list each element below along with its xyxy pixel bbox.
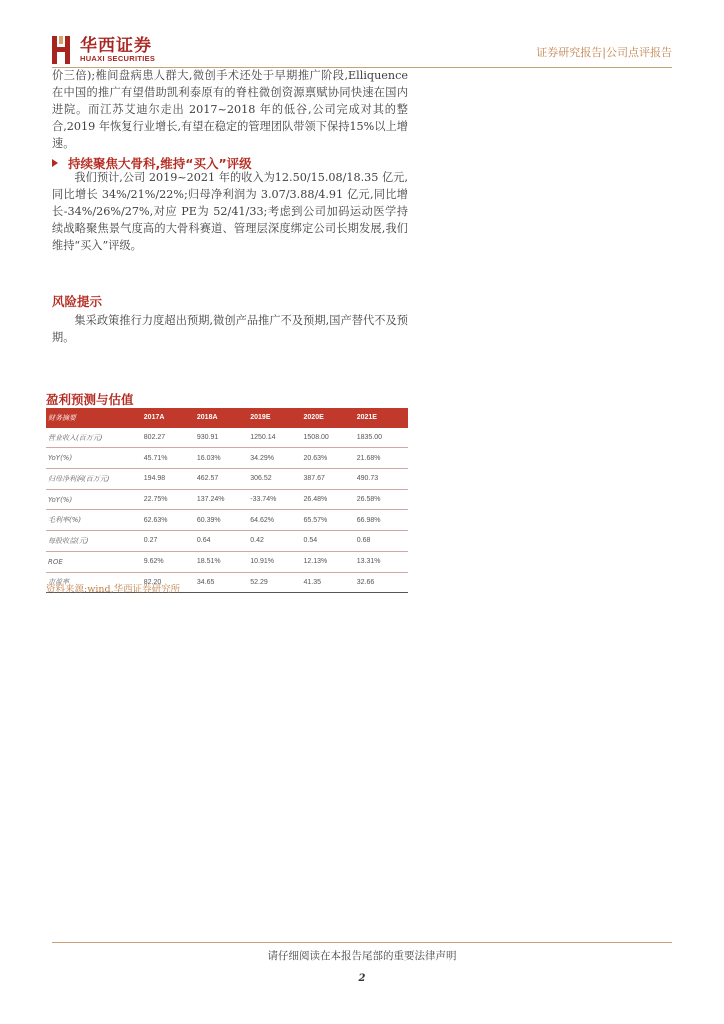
table-cell: 0.68: [356, 537, 371, 545]
table-row: [46, 469, 408, 490]
table-cell: 387.67: [303, 475, 325, 483]
table-cell: 65.57%: [303, 516, 328, 524]
table-cell: 930.91: [196, 434, 219, 442]
table-cell: 41.35: [303, 578, 322, 586]
table-cell: 13.31%: [356, 558, 381, 566]
table-row: [46, 428, 408, 448]
table-source-note: 资料来源:wind,华西证券研究所: [46, 584, 181, 595]
table-cell: 462.57: [196, 475, 219, 483]
table-cell: 802.27: [143, 434, 166, 442]
risk-paragraph: [52, 312, 408, 346]
table-cell: 64.62%: [250, 516, 274, 524]
table-row: [46, 448, 408, 469]
table-cell: 0.27: [143, 537, 158, 545]
table-cell: 20.63%: [303, 454, 328, 462]
column-header: 2017A: [143, 414, 165, 422]
column-header: 2021E: [356, 414, 377, 422]
bullet-heading-text: 持续聚焦大骨科,维持“买入”评级: [68, 156, 252, 171]
row-label: 归母净利润(百万元): [48, 474, 110, 483]
table-cell: 1508.00: [303, 434, 329, 442]
table-cell: 137.24%: [196, 496, 225, 504]
table-row: [46, 510, 408, 531]
table-cell: 0.54: [303, 537, 318, 545]
company-logo-text: 华西证券: [80, 36, 152, 56]
table-cell: 66.98%: [356, 516, 381, 524]
column-header: 2018A: [196, 414, 218, 422]
column-header: 财务摘要: [48, 413, 76, 422]
row-label: 市盈率: [48, 578, 69, 587]
table-cell: 21.68%: [356, 454, 381, 462]
table-row: [46, 551, 408, 572]
paragraph-text: 集采政策推行力度超出预期,微创产品推广不及预期,国产替代不及预期。: [52, 314, 408, 344]
table-cell: 12.13%: [303, 558, 328, 566]
table-cell: 0.64: [196, 537, 211, 545]
table-cell: 10.91%: [250, 558, 274, 566]
body-paragraph-2: [52, 169, 408, 254]
legal-disclaimer: 请仔细阅读在本报告尾部的重要法律声明: [267, 950, 457, 962]
table-cell: 82.20: [143, 578, 162, 586]
table-cell: 306.52: [250, 475, 272, 483]
table-cell: 1835.00: [356, 434, 383, 442]
table-cell: 16.03%: [196, 454, 221, 462]
table-cell: 9.62%: [143, 558, 164, 566]
table-cell: 45.71%: [143, 454, 168, 462]
forecast-table-title: 盈利预测与估值: [46, 392, 134, 407]
row-label: 营业收入(百万元): [48, 433, 103, 442]
table-cell: 52.29: [250, 578, 268, 586]
paragraph-text: 我们预计,公司 2019~2021 年的收入为12.50/15.08/18.35 亿元,同比增长 34%/21%/22%;归母净利润为 3.07/3.88/4.91 亿元,同比增长-34%/26%/27%,对应 PE为 52/41/33;考虑到公司加码运动医学持续战略聚焦景气度高的大骨科赛道、管理层深度绑定公司长期发展,我们维持“买入”评级。: [52, 171, 408, 252]
table-cell: 1250.14: [250, 434, 276, 442]
table-cell: 62.63%: [143, 516, 168, 524]
table-cell: 18.51%: [196, 558, 221, 566]
table-cell: -33.74%: [250, 496, 277, 504]
paragraph-text: 价三倍);椎间盘病患人群大,微创手术还处于早期推广阶段,Elliquence 在中国的推广有望借助凯利泰原有的脊柱微创资源禀赋协同快速在国内进院。而江苏艾迪尔走出 2017~2018 年的低谷,公司完成对其的整合,2019 年恢复行业增长,有望在稳定的管理团队带领下保持15%以上增速。: [52, 69, 408, 150]
row-label: ROE: [48, 557, 63, 566]
row-label: YoY(%): [48, 454, 73, 463]
huaxi-logo-icon: [52, 36, 70, 64]
table-header-row: [46, 408, 408, 428]
table-cell: 26.48%: [303, 496, 328, 504]
row-label: YoY(%): [48, 495, 73, 504]
table-row: [46, 531, 408, 552]
table-cell: 0.42: [250, 537, 264, 545]
row-label: 每股收益(元): [48, 536, 89, 545]
table-cell: 34.65: [196, 578, 215, 586]
column-header: 2020E: [303, 414, 324, 422]
table-cell: 34.29%: [250, 454, 274, 462]
table-cell: 60.39%: [196, 516, 221, 524]
report-type-label: 证券研究报告|公司点评报告: [536, 46, 672, 59]
table-cell: 32.66: [356, 578, 375, 586]
table-cell: 26.58%: [356, 496, 381, 504]
footer-divider: [52, 942, 672, 943]
table-cell: 194.98: [143, 475, 166, 483]
body-paragraph-1: [52, 67, 408, 152]
page-number: 2: [358, 973, 366, 984]
column-header: 2019E: [250, 414, 271, 422]
table-row: [46, 489, 408, 510]
row-label: 毛利率(%): [48, 516, 82, 525]
forecast-table: [46, 408, 408, 593]
triangle-bullet-icon: [52, 159, 58, 167]
table-cell: 490.73: [356, 475, 379, 483]
risk-heading: 风险提示: [52, 294, 103, 309]
company-logo-english: HUAXI SECURITIES: [80, 54, 156, 63]
table-cell: 22.75%: [143, 496, 168, 504]
